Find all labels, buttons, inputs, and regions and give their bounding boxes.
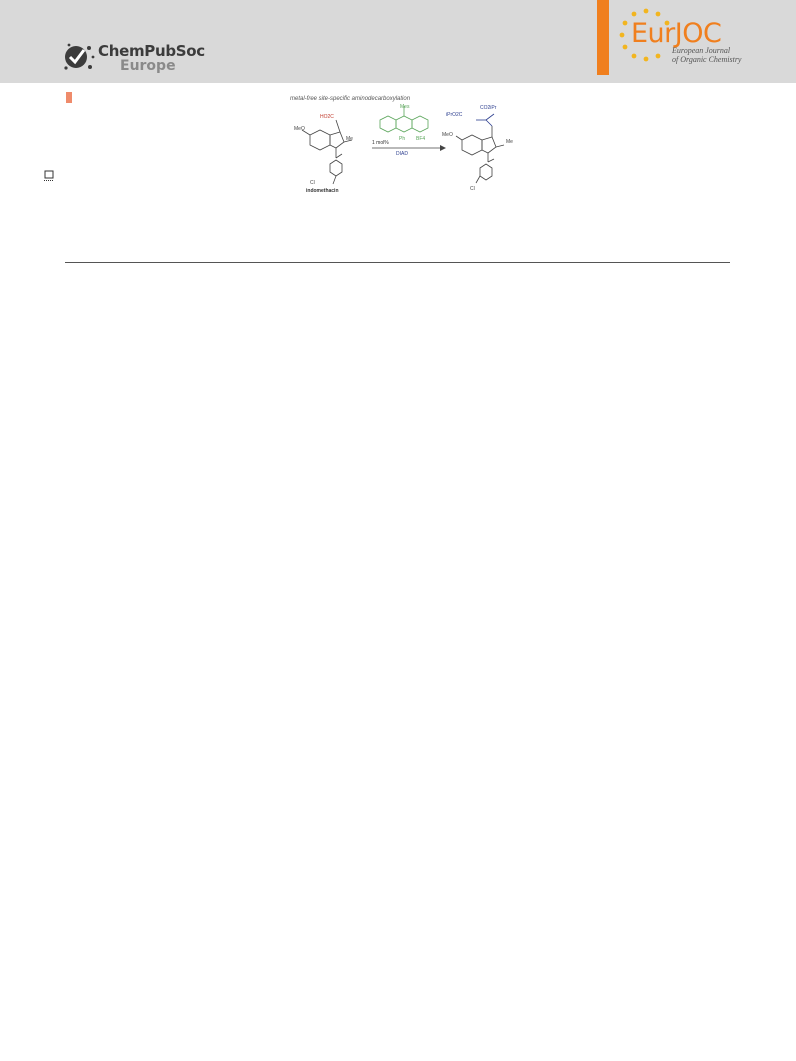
reactant-chloro-label: Cl <box>310 180 315 186</box>
section-marker <box>66 92 72 103</box>
reactant-methyl-label: Me <box>346 136 353 142</box>
product-chloro-label: Cl <box>470 186 475 192</box>
reactant-acid-label: HO2C <box>320 114 334 120</box>
chempubsoc-name: ChemPubSoc <box>98 42 205 60</box>
chempubsoc-emblem-icon <box>62 40 96 74</box>
catalyst-loading-label: 1 mol% <box>372 140 389 146</box>
reaction-scheme <box>280 90 540 200</box>
accent-bar <box>597 0 609 75</box>
catalyst-mes-label: Mes <box>400 104 410 110</box>
product-methyl-label: Me <box>506 139 513 145</box>
reagent-label: DIAD <box>396 151 408 157</box>
product-ester1-label: iPrO2C <box>446 112 463 118</box>
chempubsoc-subname: Europe <box>120 58 176 74</box>
product-methoxy-label: MeO <box>442 132 453 138</box>
eurjoc-subtitle-line1: European Journal <box>672 46 731 55</box>
scheme-title: metal-free site-specific aminodecarboxylation <box>290 96 411 102</box>
reactant-methoxy-label: MeO <box>294 126 305 132</box>
catalyst-ph-label: Ph <box>399 136 406 142</box>
document-icon <box>44 170 54 182</box>
eurjoc-subtitle-line2: of Organic Chemistry <box>672 55 742 64</box>
chempubsoc-logo <box>62 40 205 76</box>
reactant-name-label: indomethacin <box>306 188 339 194</box>
eurjoc-logo <box>616 6 776 68</box>
eurjoc-subtitle <box>672 46 741 64</box>
eurjoc-title: EurJOC <box>631 18 722 49</box>
product-ester2-label: CO2iPr <box>480 105 497 111</box>
section-divider <box>65 262 730 263</box>
catalyst-bf-label: BF4 <box>416 136 426 142</box>
